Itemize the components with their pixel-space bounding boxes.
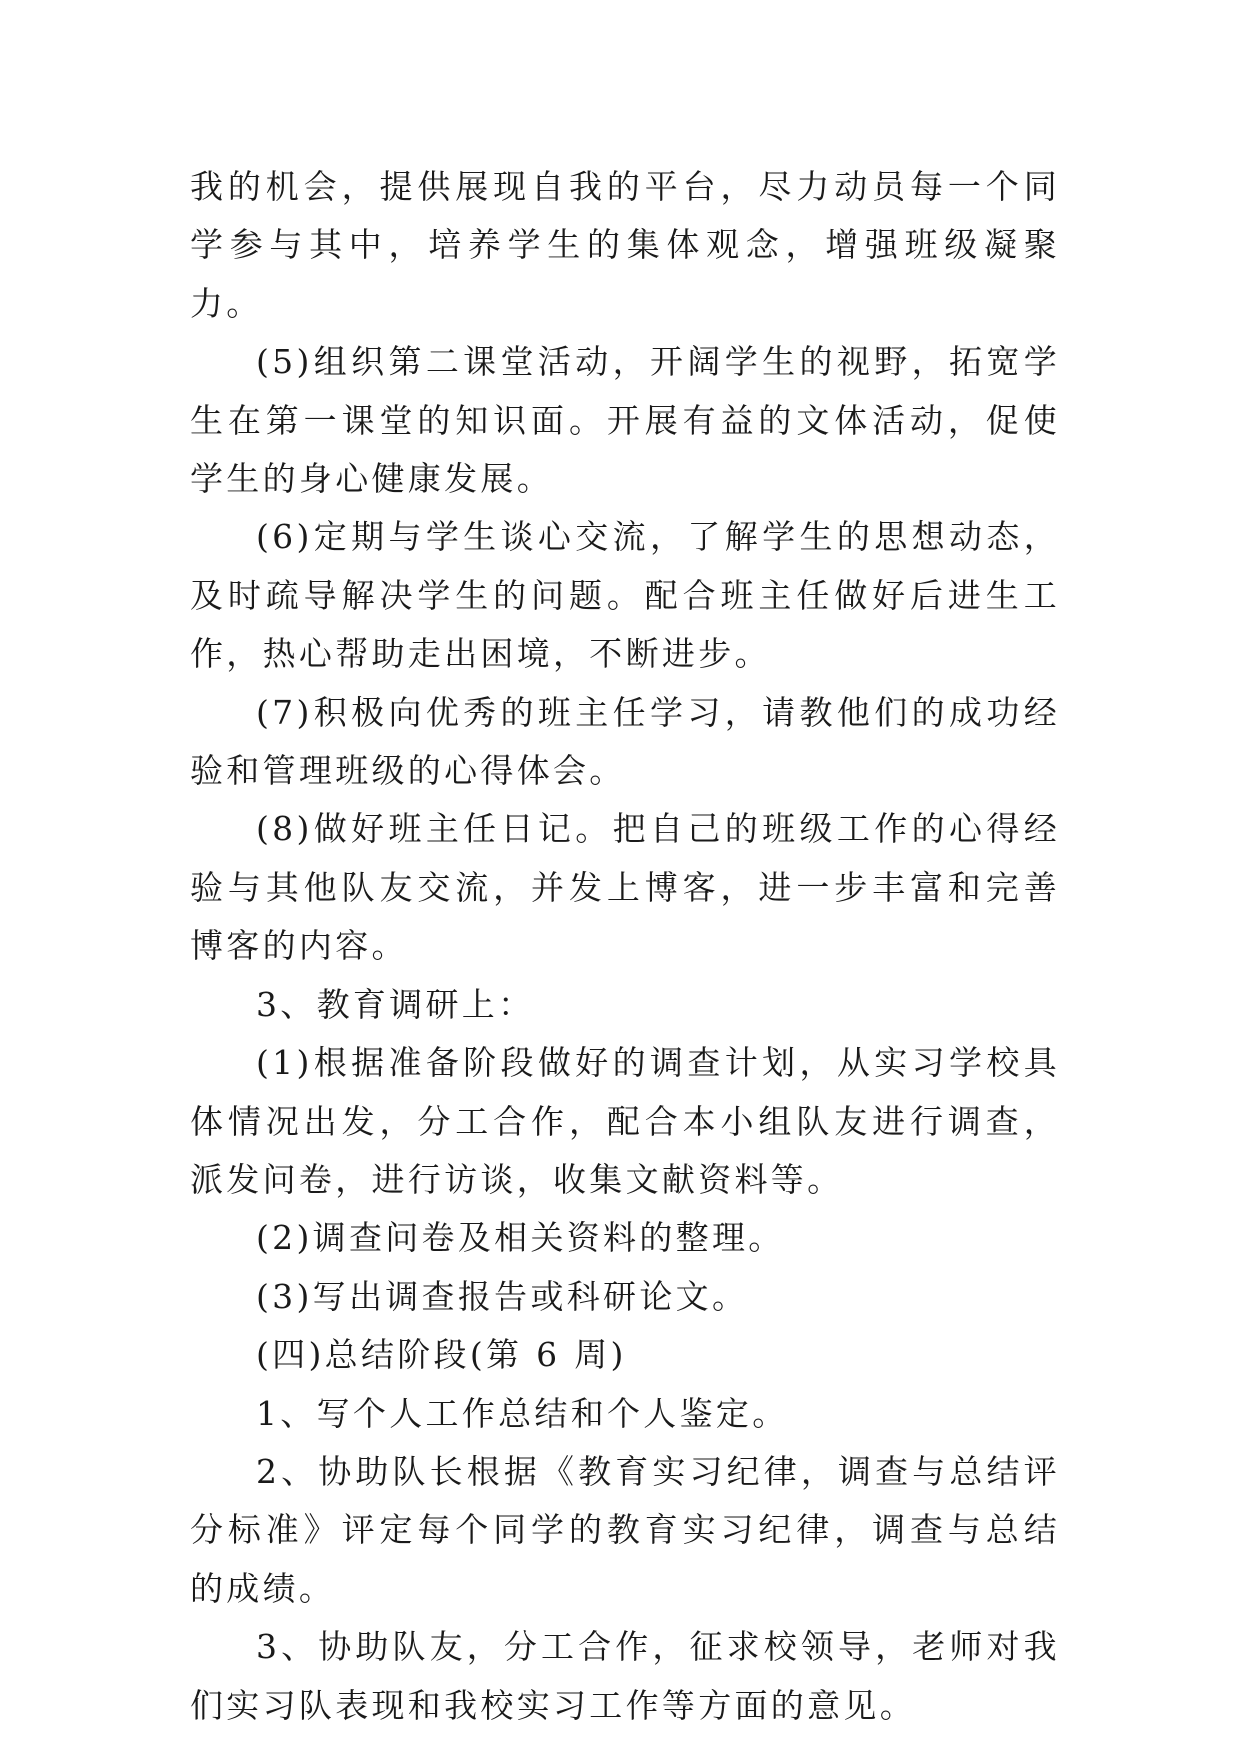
paragraph-8: (2)调查问卷及相关资料的整理。 — [256, 1218, 785, 1258]
paragraph-4: (7)积极向优秀的班主任学习，请教他们的成功经验和管理班级的心得体会。 — [190, 692, 1060, 791]
paragraph-11: 1、写个人工作总结和个人鉴定。 — [256, 1393, 789, 1433]
paragraph-2: (5)组织第二课堂活动，开阔学生的视野，拓宽学生在第一课堂的知识面。开展有益的文体活动，促使学生的身心健康发展。 — [190, 342, 1060, 499]
paragraph-9: (3)写出调查报告或科研论文。 — [256, 1276, 749, 1316]
document-body — [190, 158, 1060, 1735]
section-heading-summary-stage: (四)总结阶段(第 6 周) — [256, 1335, 627, 1375]
paragraph-1: 我的机会，提供展现自我的平台，尽力动员每一个同学参与其中，培养学生的集体观念，增强班级凝聚力。 — [190, 167, 1060, 323]
paragraph-12: 2、协助队长根据《教育实习纪律，调查与总结评分标准》评定每个同学的教育实习纪律，调查与总结的成绩。 — [190, 1451, 1060, 1608]
paragraph-3: (6)定期与学生谈心交流，了解学生的思想动态，及时疏导解决学生的问题。配合班主任做好后进生工作，热心帮助走出困境，不断进步。 — [190, 517, 1060, 674]
paragraph-7: (1)根据准备阶段做好的调查计划，从实习学校具体情况出发，分工合作，配合本小组队友进行调查，派发问卷，进行访谈，收集文献资料等。 — [190, 1043, 1060, 1199]
paragraph-5: (8)做好班主任日记。把自己的班级工作的心得经验与其他队友交流，并发上博客，进一步丰富和完善博客的内容。 — [190, 809, 1060, 966]
paragraph-13: 3、协助队友，分工合作，征求校领导，老师对我们实习队表现和我校实习工作等方面的意见。 — [190, 1627, 1060, 1725]
section-heading-research: 3、教育调研上： — [256, 984, 535, 1024]
